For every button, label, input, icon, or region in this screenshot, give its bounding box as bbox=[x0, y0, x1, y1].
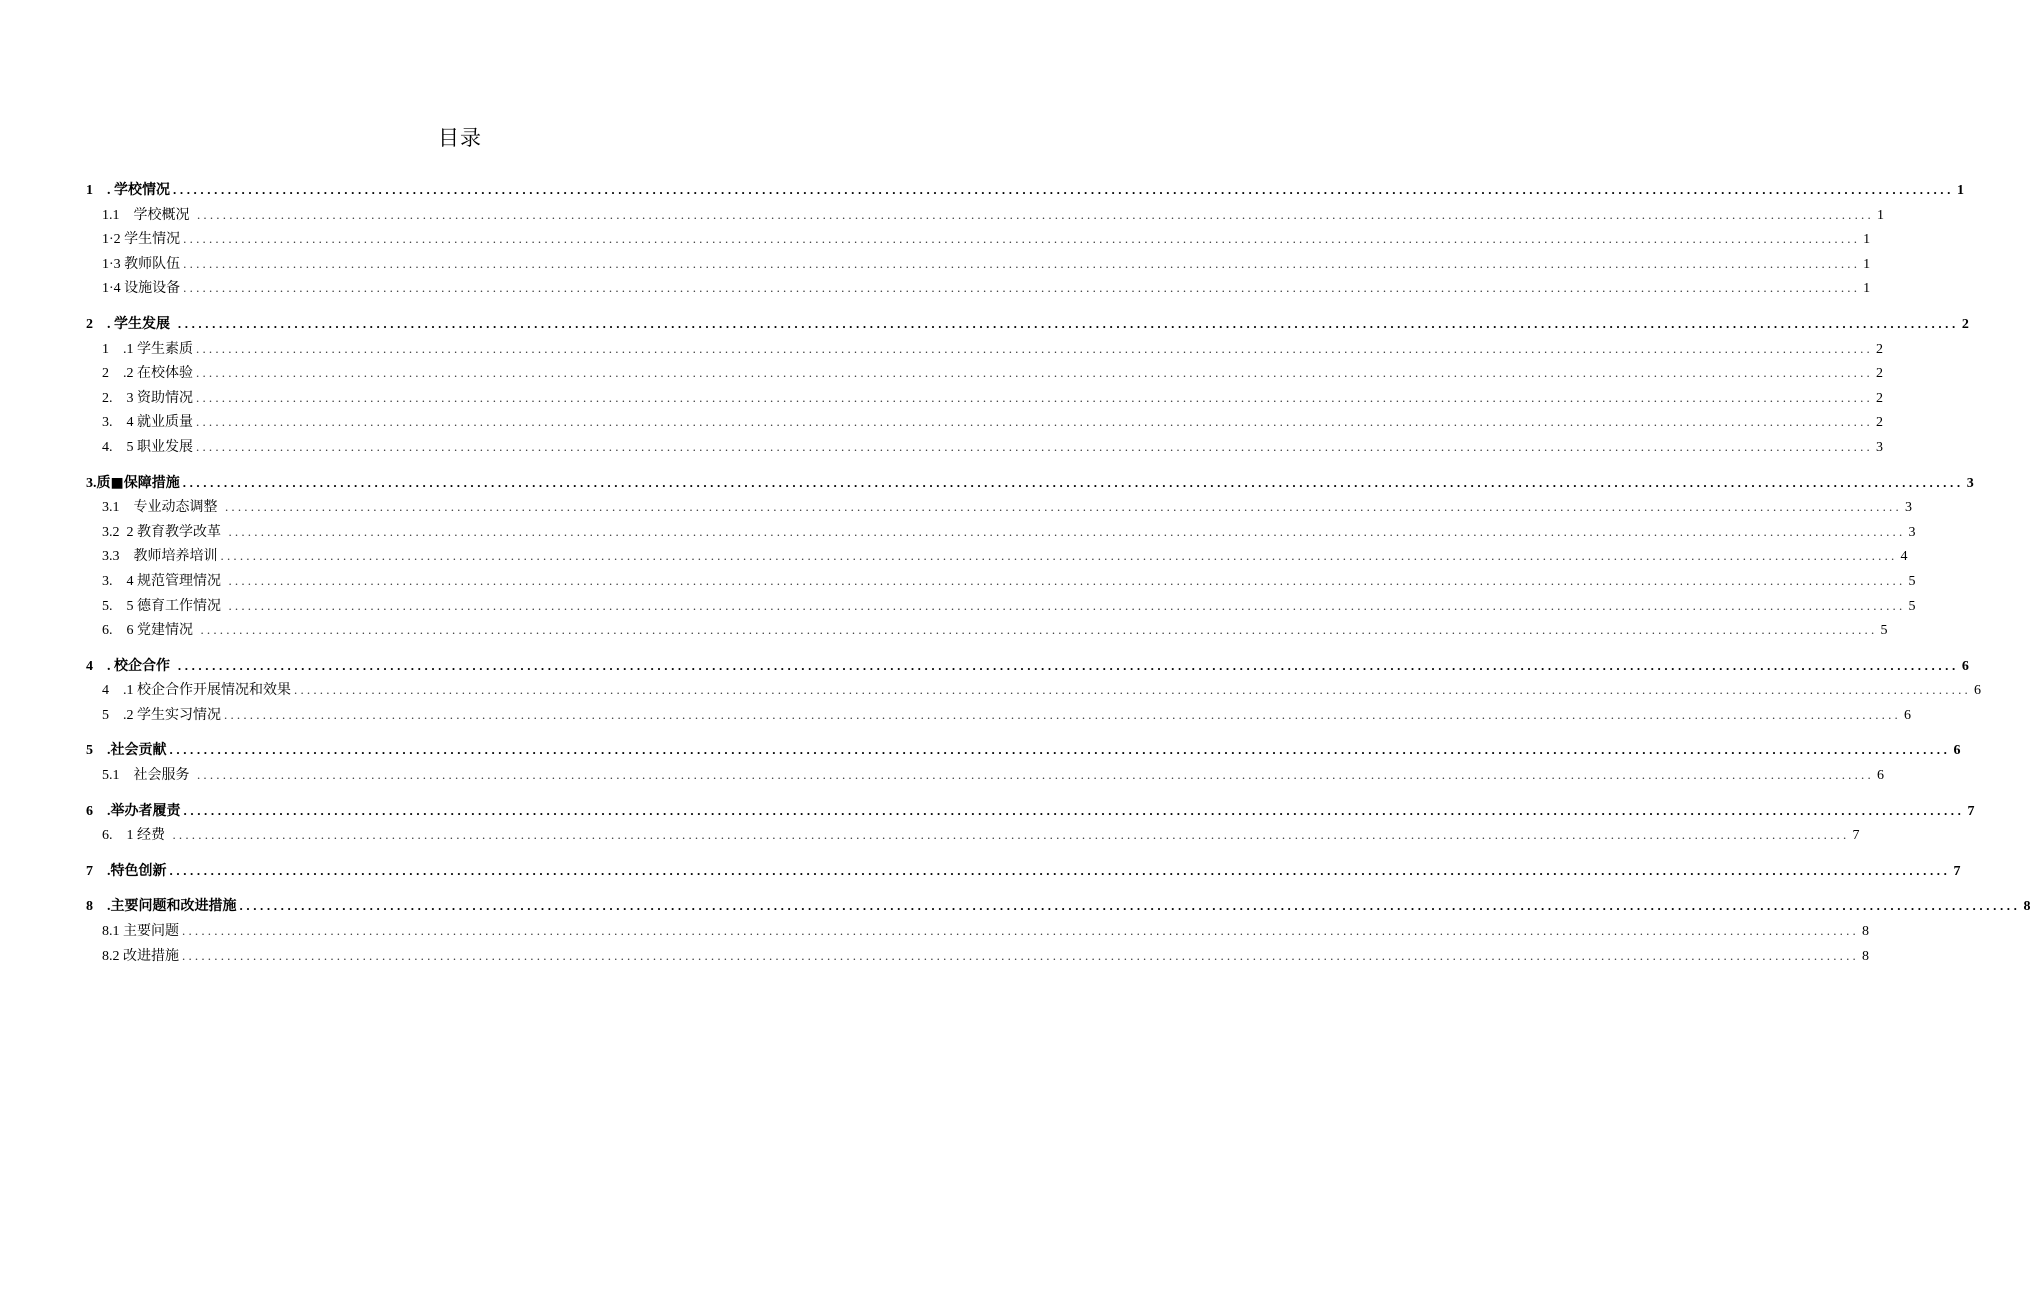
toc-chapter-entry[interactable] bbox=[86, 799, 1975, 824]
toc-entry-label: 教师队伍 bbox=[124, 255, 181, 272]
dot-leader: .................................................................................................................................................................................................................................................................... bbox=[220, 548, 1898, 564]
dot-leader: .................................................................................................................................................................................................................................................................... bbox=[196, 340, 1873, 356]
toc-entry-page-number: 2 bbox=[1876, 415, 1883, 431]
toc-entry-label: 在校体验 bbox=[137, 365, 193, 382]
dot-leader: .................................................................................................................................................................................................................................................................... bbox=[172, 827, 1850, 843]
toc-entry-label: 社会服务 bbox=[133, 767, 194, 784]
toc-section-entry[interactable] bbox=[86, 594, 1916, 619]
toc-entry-number: 1·2 bbox=[102, 232, 125, 248]
dot-leader: .................................................................................................................................................................................................................................................................... bbox=[239, 898, 2021, 914]
toc-entry-number: 8.2 bbox=[102, 948, 123, 964]
toc-entry-number: 5 . bbox=[86, 743, 111, 759]
toc-entry-page-number: 1 bbox=[1876, 207, 1884, 223]
toc-entry-number: 1·4 bbox=[102, 281, 125, 297]
toc-entry-page-number: 6 bbox=[1904, 707, 1911, 723]
dot-leader: .................................................................................................................................................................................................................................................................... bbox=[173, 182, 1954, 197]
toc-entry-page-number: 1 bbox=[1957, 183, 1964, 198]
toc-entry-label: 经费 bbox=[137, 827, 170, 844]
toc-entry-label: 资助情况 bbox=[137, 389, 193, 406]
toc-entry-page-number: 6 bbox=[1974, 683, 1981, 699]
toc-entry-label: 职业发展 bbox=[137, 438, 193, 455]
toc-entry-page-number: 6 bbox=[1953, 743, 1961, 759]
dot-leader: .................................................................................................................................................................................................................................................................... bbox=[177, 315, 1959, 331]
toc-entry-label: 教育教学改革 bbox=[137, 523, 226, 540]
toc-chapter-entry[interactable] bbox=[86, 738, 1961, 763]
dot-leader: .................................................................................................................................................................................................................................................................... bbox=[183, 255, 1861, 271]
toc-chapter-entry[interactable] bbox=[86, 859, 1961, 884]
dot-leader: .................................................................................................................................................................................................................................................................... bbox=[224, 706, 1901, 722]
page-title: 目录 bbox=[438, 126, 482, 150]
toc-section-entry[interactable] bbox=[86, 544, 1908, 569]
toc-entry-number: 1·3 bbox=[102, 256, 125, 272]
toc-entry-page-number: 3 bbox=[1966, 475, 1974, 491]
toc-entry-page-number: 6 bbox=[1961, 658, 1969, 674]
toc-entry-number: 8.1 bbox=[102, 924, 123, 940]
toc-entry-page-number: 3 bbox=[1908, 524, 1916, 540]
toc-entry-number: 3.3 bbox=[102, 549, 134, 565]
toc-section-entry[interactable] bbox=[86, 227, 1871, 252]
toc-entry-page-number: 2 bbox=[1876, 390, 1883, 406]
toc-entry-page-number: 3 bbox=[1904, 500, 1912, 516]
toc-entry-number: 3. 4 bbox=[102, 415, 137, 431]
toc-section-entry[interactable] bbox=[86, 520, 1916, 545]
dot-leader: .................................................................................................................................................................................................................................................................... bbox=[196, 414, 1873, 430]
dot-leader: .................................................................................................................................................................................................................................................................... bbox=[169, 862, 1951, 878]
toc-section-entry[interactable] bbox=[86, 919, 1869, 944]
toc-entry-label: 举办者履责 bbox=[110, 802, 181, 819]
dot-leader: .................................................................................................................................................................................................................................................................... bbox=[200, 622, 1878, 638]
toc-entry-page-number: 5 bbox=[1908, 573, 1916, 589]
toc-entry-page-number: 8 bbox=[1862, 948, 1869, 964]
toc-entry-number: 1 .1 bbox=[102, 341, 137, 357]
toc-section-entry[interactable] bbox=[86, 823, 1860, 848]
toc-entry-page-number: 7 bbox=[1852, 828, 1860, 844]
toc-chapter-entry[interactable] bbox=[86, 178, 1964, 203]
toc-chapter-entry[interactable] bbox=[86, 312, 1969, 337]
toc-entry-number: 4. 5 bbox=[102, 439, 137, 455]
toc-entry-label: 教师培养培训 bbox=[133, 548, 218, 565]
toc-entry-number: 7 . bbox=[86, 863, 111, 879]
toc-entry-page-number: 2 bbox=[1876, 341, 1883, 357]
dot-leader: .................................................................................................................................................................................................................................................................... bbox=[182, 923, 1859, 939]
toc-entry-label: 校企合作 bbox=[114, 657, 175, 674]
toc-entry-label: 学生发展 bbox=[114, 315, 175, 332]
dot-leader: .................................................................................................................................................................................................................................................................... bbox=[196, 767, 1874, 783]
dot-leader: .................................................................................................................................................................................................................................................................... bbox=[196, 206, 1874, 222]
toc-section-entry[interactable] bbox=[86, 495, 1912, 520]
toc-entry-label: 主要问题和改进措施 bbox=[110, 898, 237, 915]
toc-entry-page-number: 1 bbox=[1863, 232, 1871, 248]
toc-chapter-entry[interactable] bbox=[86, 471, 1974, 496]
toc-entry-number: 5 .2 bbox=[102, 707, 137, 723]
toc-entry-label: 质■保障措施 bbox=[96, 474, 180, 491]
toc-entry-number: 3. 4 bbox=[102, 573, 137, 589]
toc-section-entry[interactable] bbox=[86, 569, 1916, 594]
toc-entry-label: 德育工作情况 bbox=[137, 597, 226, 614]
toc-entry-page-number: 5 bbox=[1880, 623, 1888, 639]
toc-entry-label: 学校概况 bbox=[133, 206, 194, 223]
toc-entry-page-number: 2 bbox=[1961, 316, 1969, 332]
dot-leader: .................................................................................................................................................................................................................................................................... bbox=[183, 802, 1965, 818]
toc-entry-page-number: 6 bbox=[1876, 768, 1884, 784]
toc-entry-label: 就业质量 bbox=[137, 414, 193, 431]
toc-entry-page-number: 8 bbox=[2023, 899, 2031, 915]
toc-entry-label: 改进措施 bbox=[123, 947, 179, 964]
toc-section-entry[interactable] bbox=[86, 678, 1981, 703]
toc-chapter-entry[interactable] bbox=[86, 654, 1969, 679]
toc-entry-label: 学生情况 bbox=[124, 231, 181, 248]
toc-section-entry[interactable] bbox=[86, 944, 1869, 969]
toc-entry-number: 6 . bbox=[86, 803, 111, 819]
toc-entry-page-number: 7 bbox=[1967, 803, 1975, 819]
dot-leader: .................................................................................................................................................................................................................................................................... bbox=[224, 499, 1902, 515]
toc-section-entry[interactable] bbox=[86, 703, 1911, 728]
toc-entry-page-number: 8 bbox=[1862, 924, 1869, 940]
dot-leader: .................................................................................................................................................................................................................................................................... bbox=[183, 280, 1861, 296]
toc-entry-number: 3.1 bbox=[102, 500, 134, 516]
toc-section-entry[interactable] bbox=[86, 337, 1883, 362]
toc-entry-label: 设施设备 bbox=[124, 280, 181, 297]
toc-entry-number: 2. 3 bbox=[102, 390, 137, 406]
toc-entry-label: 学生素质 bbox=[137, 340, 193, 357]
toc-entry-number: 3. bbox=[86, 475, 97, 491]
toc-section-entry[interactable] bbox=[86, 276, 1871, 301]
toc-entry-page-number: 4 bbox=[1900, 549, 1908, 565]
toc-section-entry[interactable] bbox=[86, 410, 1883, 435]
toc-entry-number: 4 . bbox=[86, 658, 114, 674]
dot-leader: .................................................................................................................................................................................................................................................................... bbox=[177, 657, 1959, 673]
toc-entry-page-number: 1 bbox=[1863, 256, 1871, 272]
toc-section-entry[interactable] bbox=[86, 386, 1883, 411]
toc-entry-label: 学生实习情况 bbox=[137, 706, 221, 723]
dot-leader: .................................................................................................................................................................................................................................................................... bbox=[182, 947, 1859, 963]
dot-leader: .................................................................................................................................................................................................................................................................... bbox=[196, 365, 1873, 381]
toc-entry-number: 6. 1 bbox=[102, 828, 137, 844]
toc-entry-number: 1 . bbox=[86, 183, 114, 198]
table-of-contents bbox=[86, 178, 2031, 968]
dot-leader: .................................................................................................................................................................................................................................................................... bbox=[196, 389, 1873, 405]
toc-entry-page-number: 7 bbox=[1953, 863, 1961, 879]
toc-entry-page-number: 2 bbox=[1876, 366, 1883, 382]
toc-entry-number: 6. 6 bbox=[102, 623, 137, 639]
toc-section-entry[interactable] bbox=[86, 361, 1883, 386]
dot-leader: .................................................................................................................................................................................................................................................................... bbox=[228, 597, 1906, 613]
toc-section-entry[interactable] bbox=[86, 252, 1871, 277]
dot-leader: .................................................................................................................................................................................................................................................................... bbox=[228, 523, 1906, 539]
toc-entry-page-number: 1 bbox=[1863, 281, 1871, 297]
dot-leader: .................................................................................................................................................................................................................................................................... bbox=[169, 742, 1951, 758]
toc-section-entry[interactable] bbox=[86, 203, 1884, 228]
toc-entry-number: 2 .2 bbox=[102, 366, 137, 382]
toc-entry-number: 4 .1 bbox=[102, 683, 137, 699]
toc-entry-number: 1.1 bbox=[102, 207, 134, 223]
toc-entry-number: 5.1 bbox=[102, 768, 134, 784]
toc-entry-label: 规范管理情况 bbox=[137, 572, 226, 589]
dot-leader: .................................................................................................................................................................................................................................................................... bbox=[294, 682, 1971, 698]
toc-entry-label: 校企合作开展情况和效果 bbox=[137, 682, 291, 699]
toc-entry-label: 专业动态调整 bbox=[133, 499, 222, 516]
dot-leader: .................................................................................................................................................................................................................................................................... bbox=[182, 474, 1964, 490]
toc-entry-number: 5. 5 bbox=[102, 598, 137, 614]
toc-entry-label: 党建情况 bbox=[137, 622, 198, 639]
toc-entry-number: 3.2 2 bbox=[102, 524, 137, 540]
dot-leader: .................................................................................................................................................................................................................................................................... bbox=[196, 438, 1873, 454]
toc-section-entry[interactable] bbox=[86, 618, 1888, 643]
toc-section-entry[interactable] bbox=[86, 763, 1884, 788]
toc-entry-label: 主要问题 bbox=[123, 923, 179, 940]
dot-leader: .................................................................................................................................................................................................................................................................... bbox=[228, 572, 1906, 588]
dot-leader: .................................................................................................................................................................................................................................................................... bbox=[183, 231, 1861, 247]
toc-entry-number: 2 . bbox=[86, 316, 114, 332]
toc-section-entry[interactable] bbox=[86, 435, 1883, 460]
toc-chapter-entry[interactable] bbox=[86, 894, 2031, 919]
toc-entry-number: 8 . bbox=[86, 899, 111, 915]
toc-entry-page-number: 3 bbox=[1876, 439, 1883, 455]
toc-entry-label: 学校情况 bbox=[114, 182, 170, 198]
toc-entry-label: 特色创新 bbox=[110, 862, 167, 879]
toc-entry-page-number: 5 bbox=[1908, 598, 1916, 614]
toc-entry-label: 社会贡献 bbox=[110, 742, 167, 759]
